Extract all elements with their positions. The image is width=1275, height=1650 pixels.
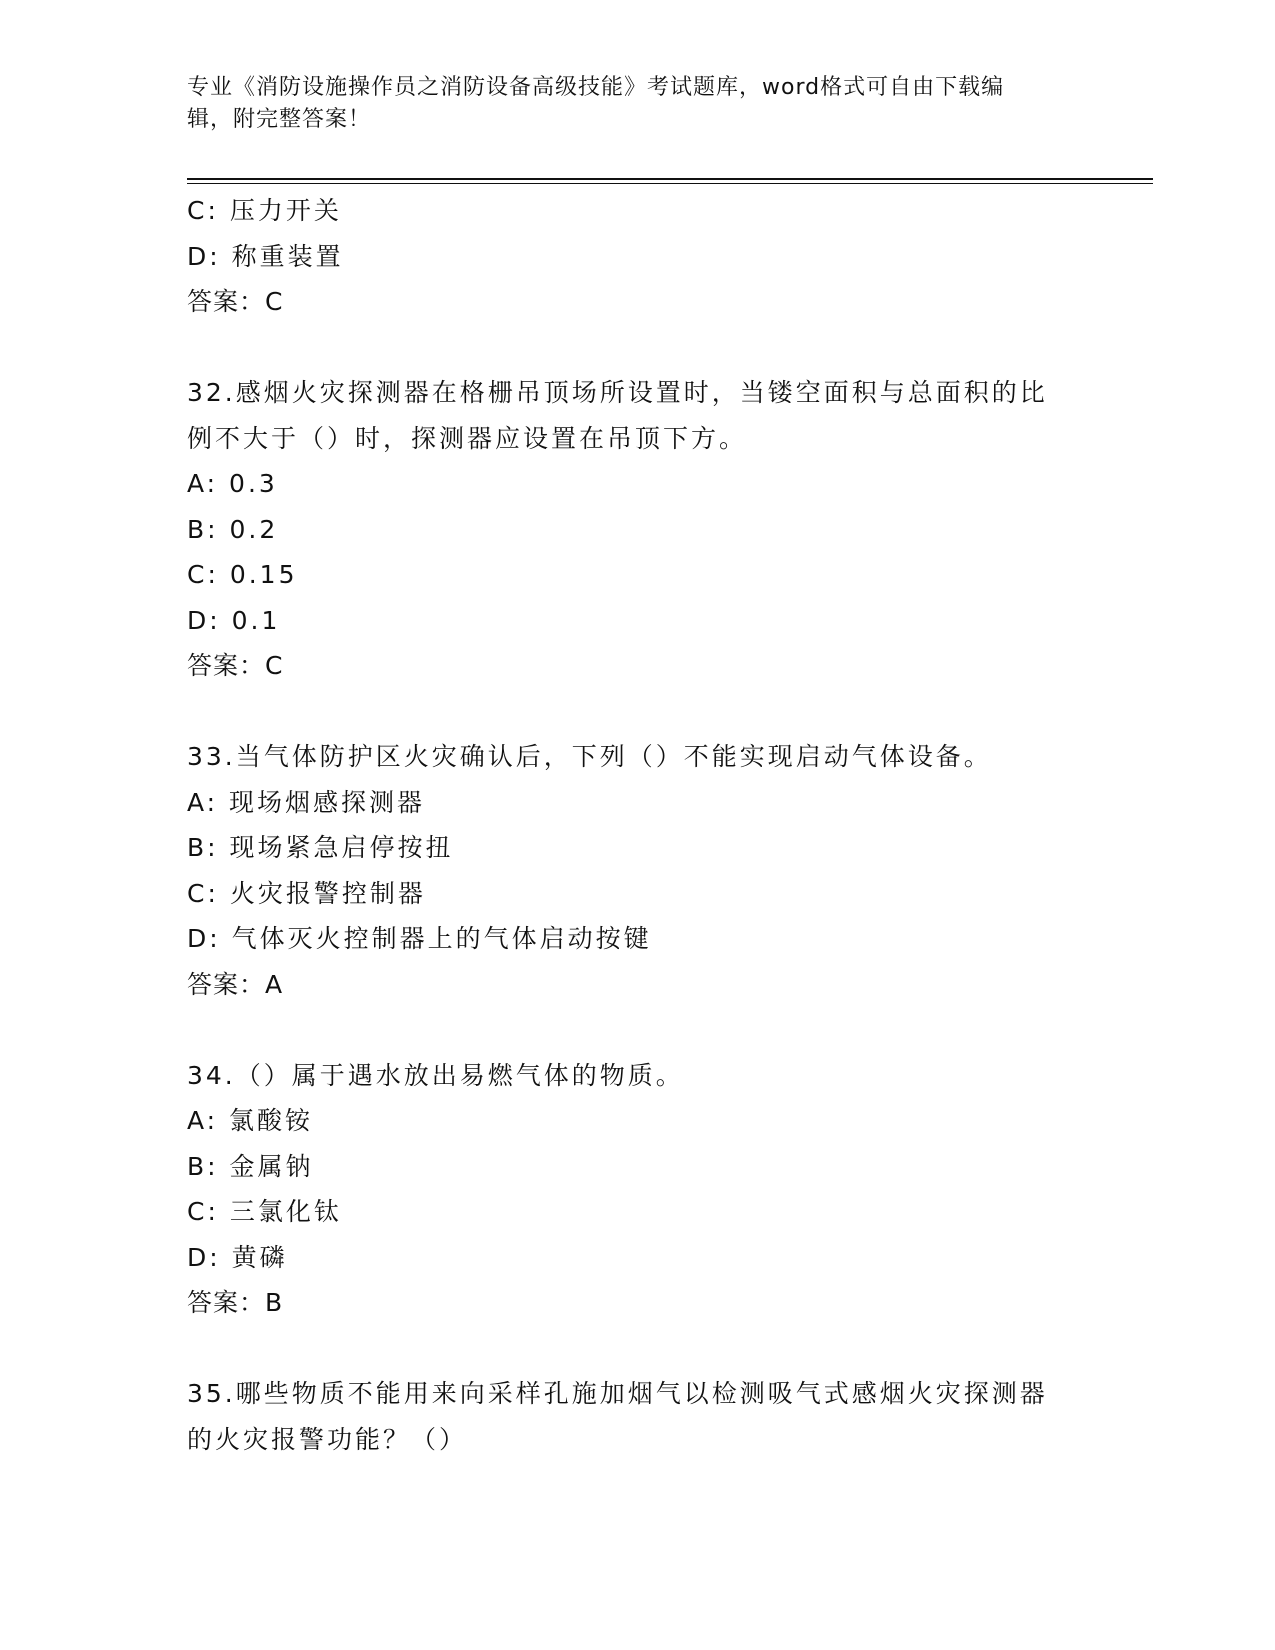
option-d: D: 0.1 — [187, 605, 281, 635]
answer: 答案：A — [187, 969, 284, 999]
header-rule-thick — [187, 178, 1153, 180]
option-c: C: 火灾报警控制器 — [187, 878, 426, 908]
spacer — [187, 1326, 1087, 1372]
question-32 — [187, 370, 1087, 689]
spacer — [187, 689, 1087, 735]
question-stem: 34.（）属于遇水放出易燃气体的物质。 — [187, 1060, 684, 1090]
option-d: D: 黄磷 — [187, 1242, 288, 1272]
option-c: C: 0.15 — [187, 560, 298, 589]
header-line-2: 辑，附完整答案！ — [187, 107, 372, 132]
question-stem: 32.感烟火灾探测器在格栅吊顶场所设置时，当镂空面积与总面积的比 — [187, 378, 1048, 407]
question-31-continued — [187, 188, 1087, 325]
spacer — [187, 325, 1087, 371]
answer: 答案：B — [187, 1288, 284, 1317]
spacer — [187, 1007, 1087, 1053]
header-rule-thin — [187, 183, 1153, 184]
option-c: C: 压力开关 — [187, 196, 342, 225]
option-a: A: 现场烟感探测器 — [187, 787, 426, 817]
question-list — [187, 188, 1087, 1462]
option-d: D: 称重装置 — [187, 241, 344, 271]
question-stem: 33.当气体防护区火灾确认后，下列（）不能实现启动气体设备。 — [187, 742, 992, 771]
document-header — [187, 72, 1067, 136]
option-b: B: 0.2 — [187, 514, 279, 544]
question-34 — [187, 1053, 1087, 1326]
option-b: B: 现场紧急启停按扭 — [187, 833, 454, 862]
header-line-1: 专业《消防设施操作员之消防设备高级技能》考试题库，word格式可自由下载编 — [187, 75, 1005, 100]
option-d: D: 气体灭火控制器上的气体启动按键 — [187, 924, 652, 953]
option-a: A: 0.3 — [187, 469, 278, 498]
question-35 — [187, 1371, 1087, 1462]
option-b: B: 金属钠 — [187, 1151, 314, 1181]
answer: 答案：C — [187, 651, 284, 680]
question-stem: 例不大于（）时，探测器应设置在吊顶下方。 — [187, 423, 748, 453]
option-c: C: 三氯化钛 — [187, 1197, 342, 1226]
option-a: A: 氯酸铵 — [187, 1106, 314, 1135]
question-stem: 的火灾报警功能？（） — [187, 1424, 468, 1454]
question-stem: 35.哪些物质不能用来向采样孔施加烟气以检测吸气式感烟火灾探测器 — [187, 1379, 1048, 1408]
question-33 — [187, 734, 1087, 1007]
answer: 答案：C — [187, 287, 284, 316]
